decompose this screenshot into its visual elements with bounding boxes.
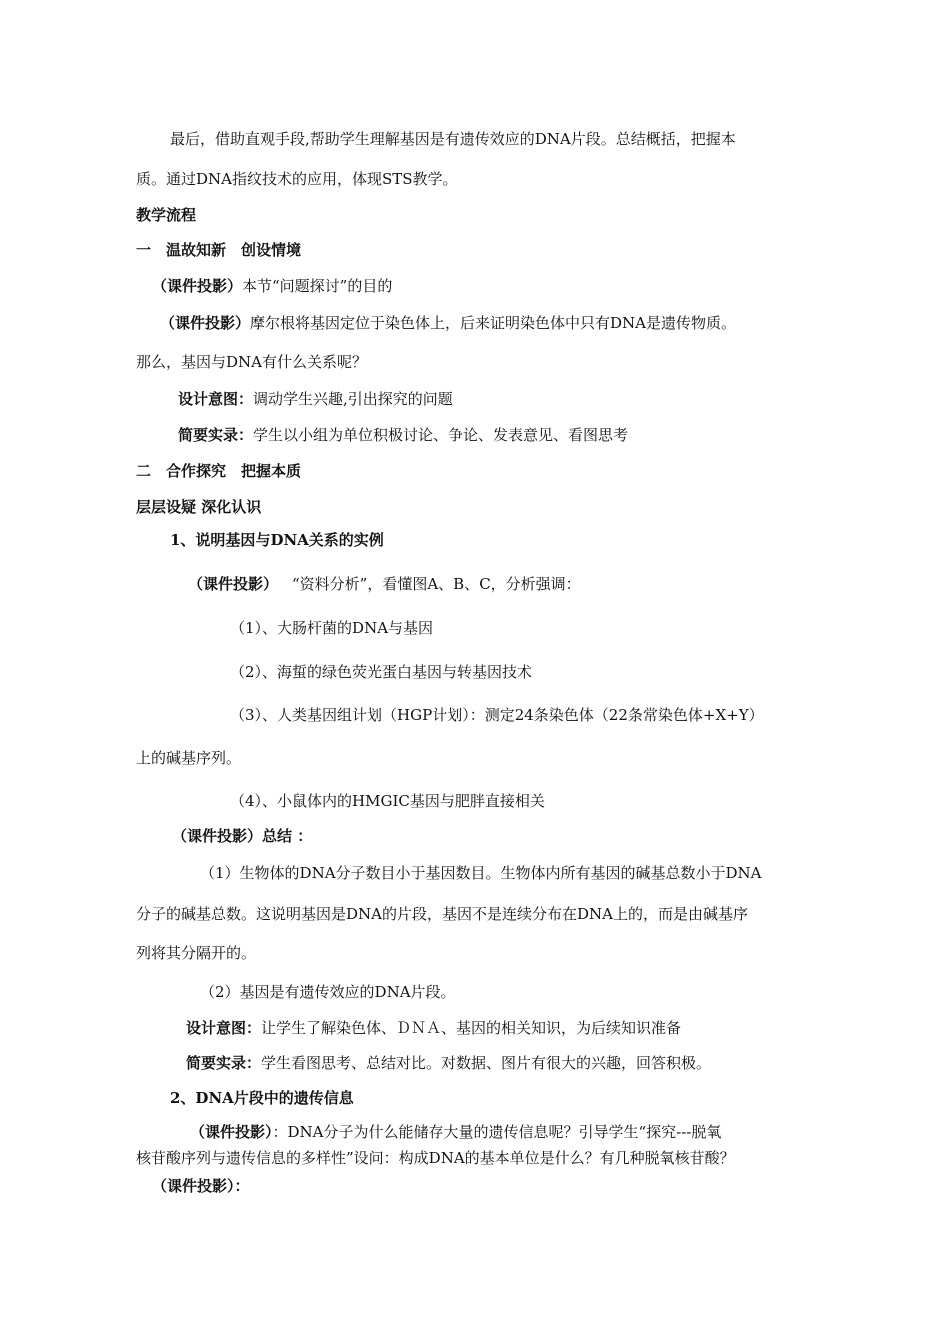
design-intent-text: 让学生了解染色体、ＤＮＡ、基因的相关知识，为后续知识准备 (261, 1019, 682, 1037)
list-item: （4）、小鼠体内的HMGIC基因与肥胖直接相关 (230, 792, 545, 810)
heading-section-one: 一 温故知新 创设情境 (136, 241, 302, 259)
subsection-heading: 1、说明基因与DNA关系的实例 (170, 531, 384, 549)
projection-text: “资料分析”，看懂图A、B、C，分析强调： (292, 575, 581, 593)
heading-teaching-flow: 教学流程 (136, 206, 197, 224)
paragraph-line: 最后，借助直观手段,帮助学生理解基因是有遗传效应的DNA片段。总结概括，把握本 (170, 130, 736, 148)
paragraph-line: （1）生物体的DNA分子数目小于基因数目。生物体内所有基因的碱基总数小于DNA (200, 864, 762, 882)
list-item: （1）、大肠杆菌的DNA与基因 (230, 619, 434, 637)
projection-line (188, 574, 581, 594)
paragraph-line: （2）基因是有遗传效应的DNA片段。 (200, 983, 456, 1001)
paragraph-line: 分子的碱基总数。这说明基因是DNA的片段，基因不是连续分布在DNA上的，而是由碱基序 (136, 905, 748, 923)
projection-line (160, 313, 736, 333)
brief-record-line (178, 425, 628, 445)
paragraph-line: 质。通过DNA指纹技术的应用，体现STS教学。 (136, 170, 458, 188)
design-intent-label: 设计意图： (178, 390, 254, 408)
paragraph-line: 核苷酸序列与遗传信息的多样性”设问：构成DNA的基本单位是什么？有几种脱氧核苷酸？ (136, 1149, 735, 1167)
projection-line (190, 1122, 721, 1142)
projection-label: （课件投影） (190, 1123, 273, 1141)
paragraph-line: 列将其分隔开的。 (136, 944, 257, 962)
paragraph-line: 上的碱基序列。 (136, 749, 242, 767)
brief-record-text: 学生以小组为单位积极讨论、争论、发表意见、看图思考 (253, 426, 629, 444)
projection-label: （课件投影）： (152, 1177, 250, 1195)
design-intent-line (178, 389, 453, 409)
summary-label: （课件投影）总结 ： (172, 827, 313, 845)
projection-line (152, 276, 392, 296)
heading-layered: 层层设疑 深化认识 (136, 498, 262, 516)
heading-section-two: 二 合作探究 把握本质 (136, 462, 302, 480)
projection-text: 摩尔根将基因定位于染色体上，后来证明染色体中只有DNA是遗传物质。 (250, 314, 737, 332)
brief-record-text: 学生看图思考、总结对比。对数据、图片有很大的兴趣，回答积极。 (261, 1054, 712, 1072)
projection-label: （课件投影） (160, 314, 251, 332)
design-intent-label: 设计意图： (186, 1019, 262, 1037)
projection-text: 本节“问题探讨”的目的 (242, 277, 393, 295)
brief-record-label: 简要实录： (178, 426, 254, 444)
subsection-heading: 2、DNA片段中的遗传信息 (170, 1089, 354, 1107)
brief-record-label: 简要实录： (186, 1054, 262, 1072)
list-item: （3）、人类基因组计划（HGP计划）：测定24条染色体（22条常染色体+X+Y） (230, 706, 764, 724)
design-intent-text: 调动学生兴趣,引出探究的问题 (253, 390, 453, 408)
paragraph-line: 那么，基因与DNA有什么关系呢？ (136, 353, 367, 371)
projection-text: ：DNA分子为什么能储存大量的遗传信息呢？引导学生“探究---脱氧 (272, 1123, 722, 1141)
list-item: （2）、海蜇的绿色荧光蛋白基因与转基因技术 (230, 663, 533, 681)
brief-record-line (186, 1053, 711, 1073)
projection-label: （课件投影） (188, 575, 279, 593)
design-intent-line (186, 1018, 681, 1038)
projection-label: （课件投影） (152, 277, 243, 295)
